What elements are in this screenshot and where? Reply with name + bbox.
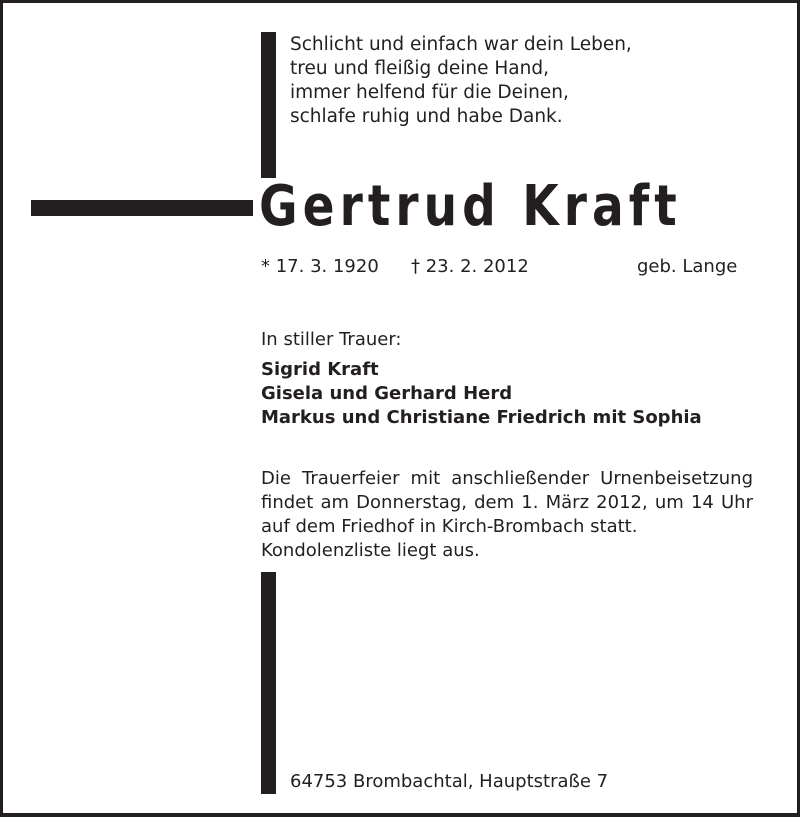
ceremony-info [261, 467, 753, 563]
mourner: Markus und Christiane Friedrich mit Sophia [261, 407, 702, 428]
maiden-name: geb. Lange [637, 256, 738, 277]
birth-date: * 17. 3. 1920 [261, 256, 379, 277]
mourning-intro: In stiller Trauer: [261, 329, 402, 350]
mourners-list [261, 358, 702, 430]
cross-bar-bottom [261, 572, 276, 794]
ceremony-line: Die Trauerfeier mit anschließender Urnenbeisetzung [261, 468, 753, 489]
verse-line: schlafe ruhig und habe Dank. [290, 106, 563, 127]
mourner: Gisela und Gerhard Herd [261, 383, 513, 404]
ceremony-line: findet am Donnerstag, dem 1. März 2012, um 14 Uhr [261, 492, 753, 513]
deceased-name: Gertrud Kraft [259, 174, 682, 239]
mourner: Sigrid Kraft [261, 359, 379, 380]
verse-line: immer helfend für die Deinen, [290, 82, 569, 103]
ceremony-line: auf dem Friedhof in Kirch-Brombach statt. [261, 516, 638, 537]
verse-line: Schlicht und einfach war dein Leben, [290, 34, 632, 55]
cross-bar-horizontal [31, 200, 253, 216]
death-date: † 23. 2. 2012 [411, 256, 529, 277]
verse-line: treu und fleißig deine Hand, [290, 58, 549, 79]
cross-bar-top [261, 32, 276, 178]
address: 64753 Brombachtal, Hauptstraße 7 [290, 771, 609, 792]
verse [290, 33, 632, 129]
ceremony-line: Kondolenzliste liegt aus. [261, 540, 480, 561]
